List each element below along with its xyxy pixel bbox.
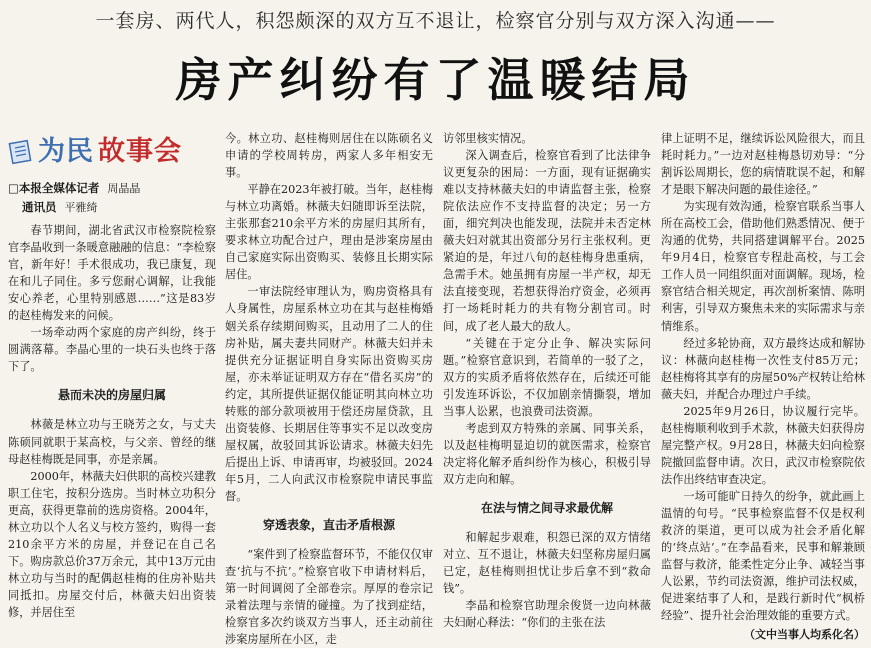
paragraph: 今。林立功、赵桂梅则居住在以陈硕名义申请的学校周转房，两家人多年相安无事。 — [225, 132, 433, 180]
newspaper-icon — [8, 138, 34, 166]
paragraph: 访邻里核实情况。 — [443, 132, 533, 145]
paragraph: 李晶和检察官助理余俊贤一边向林薇夫妇耐心释法：“你们的主张在法 — [443, 599, 651, 630]
paragraph: 2000年，林薇夫妇供职的高校兴建教职工住宅，按积分选房。当时林立功积分更高，获得更靠前的选房资格。2004年，林立功以个人名义与校方签约，购得一套210余平方米的房屋，并登记在自己名下。购房款总价37万余元，其中13万元由林立功与当时的配偶赵桂梅的住房补贴共同抵扣。房屋交付后，林薇夫妇出资装修，并居住至 — [8, 469, 216, 619]
paragraph: 为实现有效沟通，检察官联系当事人所在高校工会，借助他们熟悉情况、便于沟通的优势，共同搭建调解平台。2025年9月4日，检察官专程赴高校，与工会工作人员一同组织面对面调解。现场，检察官结合相关规定，再次剖析案情、陈明利害，引导双方聚焦未来的实际需求与亲情维系。 — [661, 200, 865, 333]
paragraph: 一审法院经审理认为，购房资格具有人身属性，房屋系林立功在其与赵桂梅婚姻关系存续期间购买，且动用了二人的住房补贴，属夫妻共同财产。林薇夫妇并未提供充分证据证明自身实际出资购买房屋，亦未举证证明双方存在“借名买房”的约定，其所提供证据仅能证明其向林立功转账的部分款项被用于偿还房屋贷款，且出资装修、长期居住等事实不足以改变房屋权属，故驳回其诉讼请求。林薇夫妇先后提出上诉、申请再审，均被驳回。2024年5月，二人向武汉市检察院申请民事监督。 — [225, 285, 433, 503]
byline-label-1: □本报全媒体记者 — [8, 181, 100, 195]
paragraph: 深入调查后，检察官看到了比法律争议更复杂的困局：一方面，现有证据确实难以支持林薇夫妇的申请监督主张，检察院依法应作不支持监督的决定；另一方面，细究判决也能发现，法院并未否定林薇夫妇对就其出资部分另行主张权利。更紧迫的是，年过八旬的赵桂梅身患重病，急需手术。她虽拥有房屋一半产权，却无法直接变现，若想获得治疗资金，必须再打一场耗时耗力的共有物分割官司。时间，成了老人最大的敌人。 — [443, 149, 651, 333]
column-3 — [443, 130, 651, 630]
paragraph: 和解起步艰难，积怨已深的双方情绪对立、互不退让，林薇夫妇坚称房屋归属已定，赵桂梅则担忧让步后拿不到“救命钱”。 — [443, 531, 651, 596]
column-logo — [8, 130, 216, 174]
paragraph: 经过多轮协商，双方最终达成和解协议：林薇向赵桂梅一次性支付85万元；赵桂梅将其享有的房屋50%产权转让给林薇夫妇，并配合办理过户手续。 — [661, 336, 865, 401]
column-logo-part1: 为民 — [38, 136, 94, 168]
byline-label-2: 通讯员 — [22, 200, 57, 214]
section-heading: 悬而未决的房屋归属 — [57, 388, 166, 403]
byline-name-1: 周晶晶 — [107, 182, 141, 195]
paragraph: “案件到了检察监督环节，不能仅仅审查‘抗与不抗’。”检察官收下申请材料后，第一时间调阅了全部卷宗。厚厚的卷宗记录着法理与亲情的碰撞。为了找到症结，检察官多次约谈双方当事人，还主动前往涉案房屋所在小区，走 — [225, 548, 433, 647]
column-2 — [225, 130, 433, 647]
paragraph: 考虑到双方特殊的亲属、同事关系，以及赵桂梅明显迫切的就医需求，检察官决定将化解矛盾纠纷作为核心，积极引导双方走向和解。 — [443, 421, 651, 486]
subtitle: 一套房、两代人，积怨颇深的双方互不退让，检察官分别与双方深入沟通—— — [95, 10, 776, 32]
paragraph: 林薇是林立功与王晓芳之女，与丈夫陈硕同就职于某高校，与父亲、曾经的继母赵桂梅既是同事，亦是亲属。 — [8, 418, 216, 466]
paragraph: 一场牵动两个家庭的房产纠纷，终于圆满落幕。李晶心里的一块石头也终于落下了。 — [8, 326, 216, 374]
column-1 — [8, 130, 216, 625]
paragraph: 2025年9月26日，协议履行完毕。赵桂梅顺利收到手术款，林薇夫妇获得房屋完整产权。9月28日，林薇夫妇向检察院撤回监督申请。次日，武汉市检察院依法作出终结审查决定。 — [661, 404, 865, 486]
paragraph: 一场可能旷日持久的纷争，就此画上温情的句号。“民事检察监督不仅是权利救济的渠道，更可以成为社会矛盾化解的‘终点站’。”在李晶看来，民事和解兼顾监督与救济，能柔性定分止争、减轻当事人讼累，节约司法资源，维护司法权威，促进案结事了人和，是践行新时代“枫桥经验”、提升社会治理效能的重要方式。 — [661, 489, 865, 623]
headline: 房产纠纷有了温暖结局 — [175, 53, 696, 107]
paragraph: 平静在2023年被打破。当年，赵桂梅与林立功离婚。林薇夫妇随即诉至法院，主张那套210余平方米的房屋归其所有，要求林立功配合过户，理由是涉案房屋由自己家庭实际出资购买、装修且长期实际居住。 — [225, 183, 433, 282]
column-4 — [661, 130, 865, 642]
credit-note: （文中当事人均系化名） — [744, 628, 865, 642]
paragraph: “关键在于定分止争、解决实际问题。”检察官意识到，若简单的一驳了之，双方的实质矛盾将依然存在，后续还可能引发连环诉讼，不仅加剧亲情撕裂，增加当事人讼累，也浪费司法资源。 — [443, 336, 651, 418]
byline-correspondent — [22, 199, 216, 216]
byline-reporter — [8, 180, 216, 197]
paragraph: 律上证明不足，继续诉讼风险很大，而且耗时耗力。”一边对赵桂梅恳切劝导：“分割诉讼周期长，您的病情耽误不起，和解才是眼下解决问题的最佳途径。” — [661, 132, 865, 197]
paragraph: 春节期间，湖北省武汉市检察院检察官李晶收到一条暖意融融的信息：“李检察官，新年好！手术很成功，我已康复，现在和儿子同住。多亏您耐心调解，让我能安心养老，心里特别感恩……”这是83岁的赵桂梅发来的问候。 — [8, 224, 216, 323]
byline-name-2: 平雅绮 — [64, 201, 98, 214]
column-logo-part2: 故事会 — [98, 136, 182, 168]
section-heading: 穿透表象，直击矛盾根源 — [262, 518, 395, 533]
section-heading: 在法与情之间寻求最优解 — [480, 500, 613, 515]
